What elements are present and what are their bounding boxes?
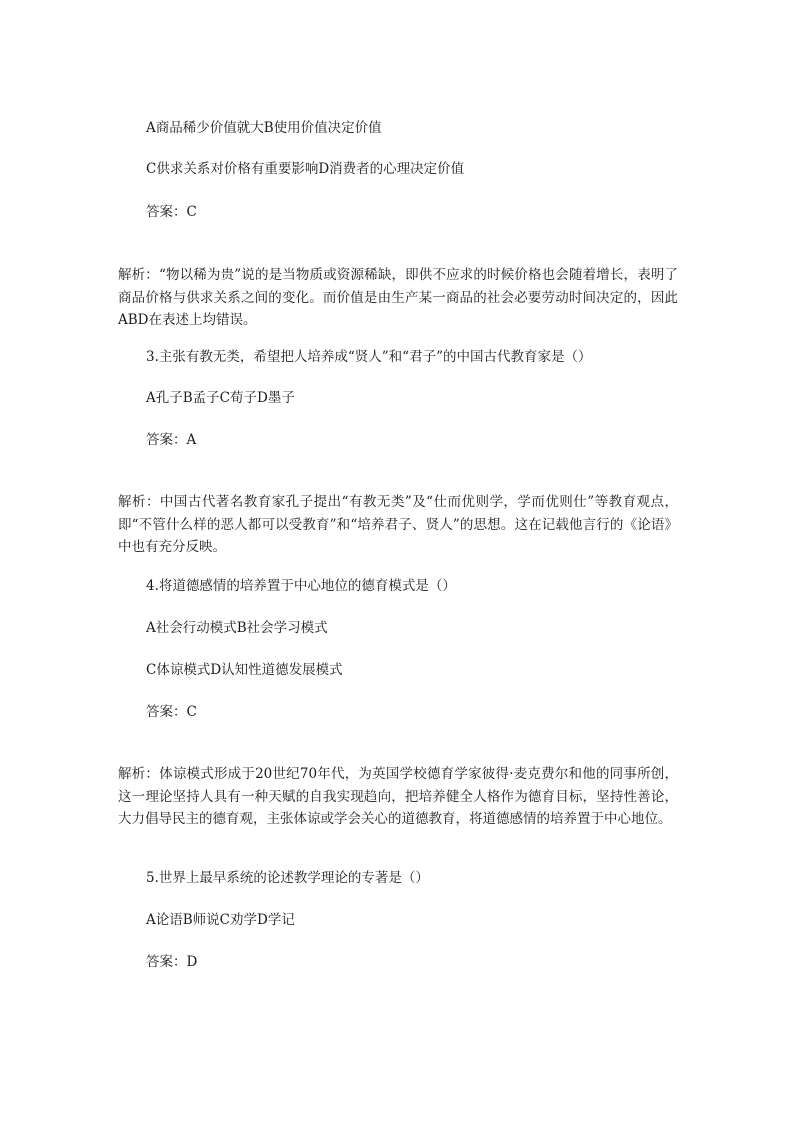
option-line: C供求关系对价格有重要影响D消费者的心理决定价值 (146, 161, 465, 177)
analysis-paragraph: 解析：体谅模式形成于20世纪70年代，为英国学校德育学家彼得·麦克费尔和他的同事所创，这一理论坚持人具有一种天赋的自我实现趋向，把培养健全人格作为德育目标，坚持性善论，大力倡导民主的德育观，主张体谅或学会关心的道德教育，将道德感情的培养置于中心地位。 (118, 766, 678, 827)
option-line: C体谅模式D认知性道德发展模式 (146, 662, 343, 678)
analysis-paragraph: 解析：中国古代著名教育家孔子提出“有教无类”及“仕而优则学，学而优则仕”等教育观点，即“不管什么样的恶人都可以受教育”和“培养君子、贤人”的思想。这在记载他言行的《论语》中也有充分反映。 (118, 494, 678, 555)
question-line: 3.主张有教无类，希望把人培养成“贤人”和“君子”的中国古代教育家是（） (146, 349, 592, 365)
answer-line: 答案：D (146, 954, 198, 970)
answer-line: 答案：C (146, 204, 197, 220)
question-line: 4.将道德感情的培养置于中心地位的德育模式是（） (146, 578, 456, 594)
option-line: A论语B师说C劝学D学记 (146, 912, 295, 928)
analysis-paragraph: 解析：“物以稀为贵”说的是当物质或资源稀缺，即供不应求的时候价格也会随着增长，表明了商品价格与供求关系之间的变化。而价值是由生产某一商品的社会必要劳动时间决定的，因此ABD在表述上均错误。 (118, 267, 678, 328)
option-line: A商品稀少价值就大B使用价值决定价值 (146, 120, 382, 136)
option-line: A孔子B孟子C荀子D墨子 (146, 390, 295, 406)
answer-line: 答案：A (146, 432, 197, 448)
option-line: A社会行动模式B社会学习模式 (146, 620, 328, 636)
question-line: 5.世界上最早系统的论述教学理论的专著是（） (146, 870, 429, 886)
answer-line: 答案：C (146, 704, 197, 720)
